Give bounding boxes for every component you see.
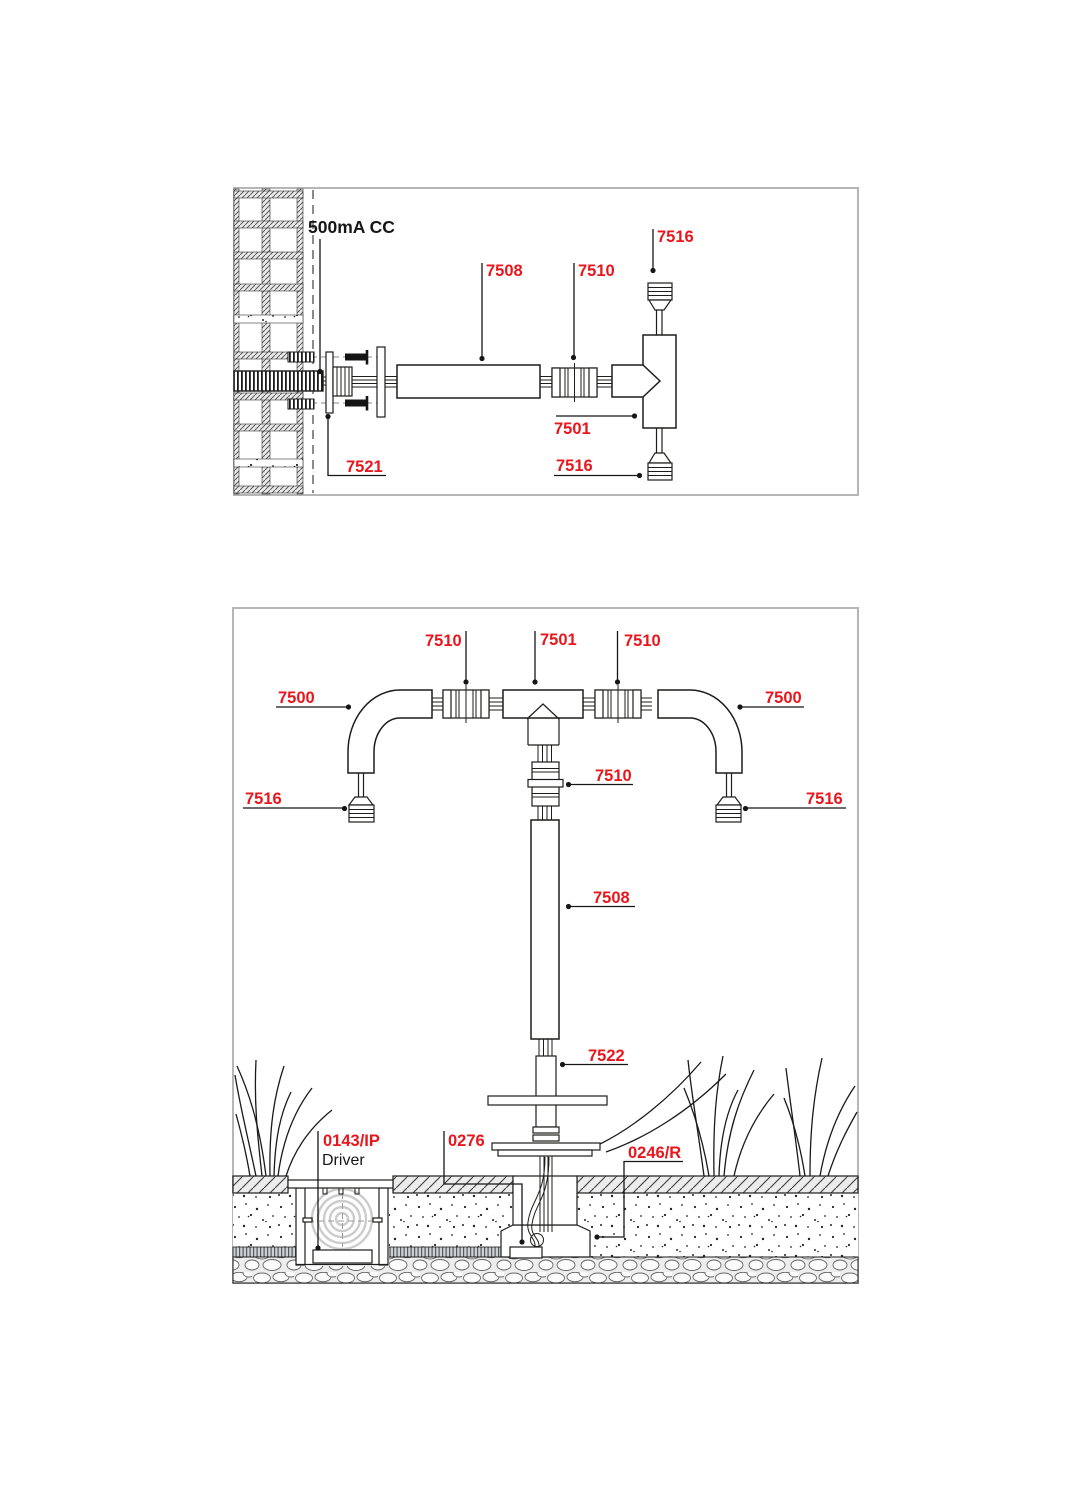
- anchor-plug-bottom: [288, 399, 314, 409]
- pavement-left: [233, 1176, 288, 1193]
- svg-text:7508: 7508: [593, 889, 630, 907]
- svg-text:7508: 7508: [486, 262, 523, 280]
- svg-text:0143/IP: 0143/IP: [323, 1132, 380, 1150]
- pavement-right: [577, 1176, 858, 1193]
- lamp-7516-right: [716, 797, 741, 822]
- svg-text:7510: 7510: [624, 632, 661, 650]
- driver-box-0143IP: [288, 1180, 393, 1266]
- anchor-plug-top: [288, 352, 314, 362]
- coupler-7510-center: [528, 762, 563, 806]
- svg-text:7516: 7516: [806, 790, 843, 808]
- escutcheon-plate: [377, 347, 385, 417]
- tube-7508: [397, 365, 540, 398]
- screw-top: [345, 354, 366, 361]
- screw-bottom: [345, 400, 366, 407]
- cable-connector: [510, 1247, 542, 1258]
- wall-plate-7521: [326, 352, 333, 413]
- pole-7508: [531, 820, 559, 1039]
- svg-text:0246/R: 0246/R: [628, 1144, 682, 1162]
- supply-conduit: [234, 371, 334, 391]
- coupler-7510-left: [443, 685, 489, 723]
- svg-text:7510: 7510: [425, 632, 462, 650]
- svg-text:7522: 7522: [588, 1047, 625, 1065]
- svg-text:7516: 7516: [657, 228, 694, 246]
- supply-note-text: 500mA CC: [308, 217, 395, 237]
- driver-box-lid-flange: [288, 1180, 393, 1188]
- svg-text:7500: 7500: [278, 689, 315, 707]
- lamp-7516-left: [349, 797, 374, 822]
- upper-disc: [488, 1096, 607, 1105]
- top-diagram: [234, 188, 858, 495]
- driver-box-wall-left: [296, 1188, 305, 1265]
- driver-box-wall-right: [379, 1188, 388, 1265]
- coupler-7510: [552, 363, 597, 402]
- svg-text:7501: 7501: [554, 420, 591, 438]
- svg-text:7516: 7516: [556, 457, 593, 475]
- svg-text:7521: 7521: [346, 458, 383, 476]
- svg-text:7510: 7510: [595, 767, 632, 785]
- cable-duct-left: [233, 1247, 297, 1258]
- cable-duct-right: [388, 1247, 501, 1258]
- lower-disc: [492, 1143, 600, 1150]
- coupler-7510-right: [595, 685, 641, 723]
- bottom-diagram: [233, 608, 858, 1283]
- svg-text:7516: 7516: [245, 790, 282, 808]
- driver-caption-text: Driver: [322, 1152, 365, 1169]
- svg-text:0276: 0276: [448, 1132, 485, 1150]
- svg-text:7500: 7500: [765, 689, 802, 707]
- svg-text:7501: 7501: [540, 631, 577, 649]
- driver-unit: [313, 1250, 372, 1263]
- wall-connector: [333, 367, 352, 396]
- wall-section: [234, 189, 303, 494]
- svg-text:7510: 7510: [578, 262, 615, 280]
